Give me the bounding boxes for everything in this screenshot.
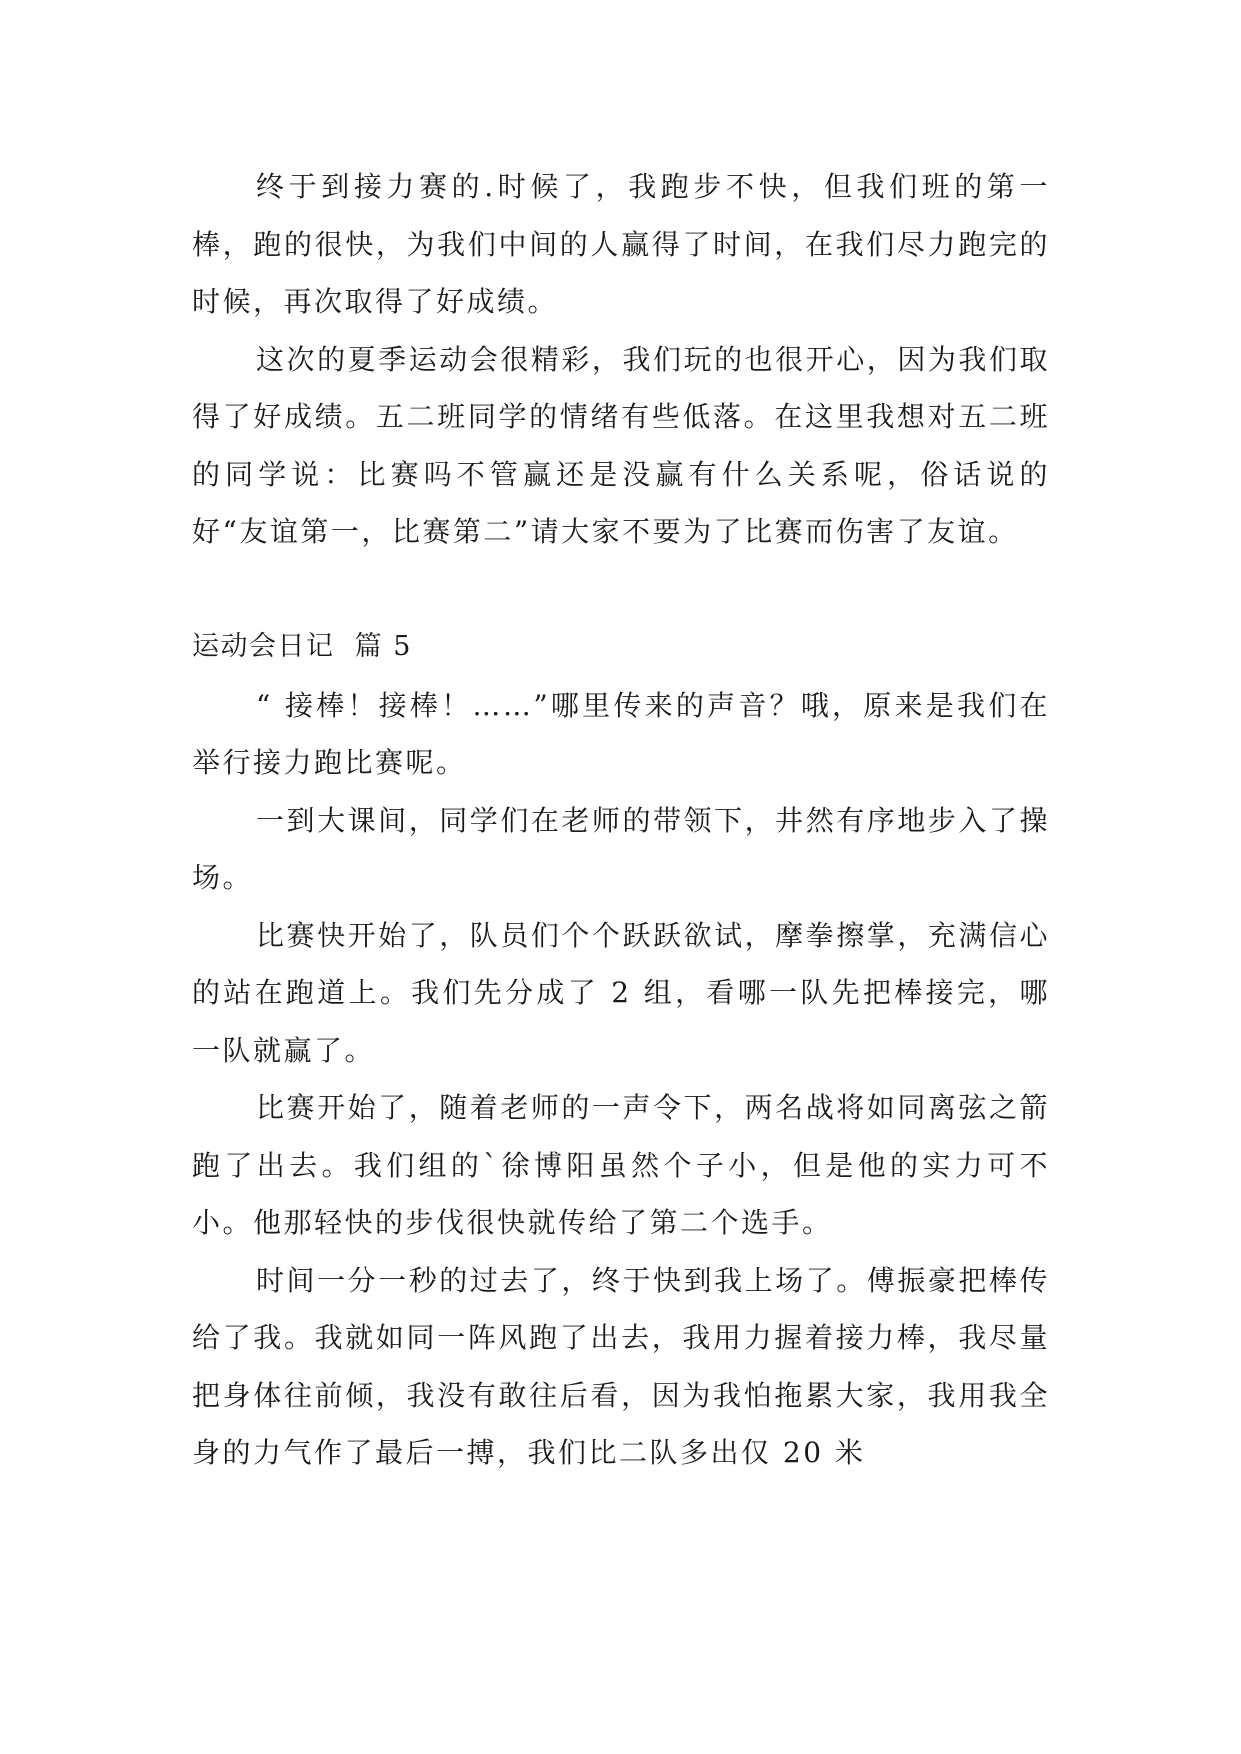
document-body: [192, 158, 1050, 1482]
paragraph-summer-sports-meet: 这次的夏季运动会很精彩，我们玩的也很开心，因为我们取得了好成绩。五二班同学的情绪有些低落。在这里我想对五二班的同学说：比赛吗不管赢还是没赢有什么关系呢，俗话说的好“友谊第一，比赛第二”请大家不要为了比赛而伤害了友谊。: [192, 342, 1050, 548]
paragraph-big-break: 一到大课间，同学们在老师的带领下，井然有序地步入了操场。: [192, 803, 1050, 894]
paragraph-my-turn: 时间一分一秒的过去了，终于快到我上场了。傅振豪把棒传给了我。我就如同一阵风跑了出去，我用力握着接力棒，我尽量把身体往前倾，我没有敢往后看，因为我怕拖累大家，我用我全身的力气作了最后一搏，我们比二队多出仅 20 米: [192, 1263, 1050, 1469]
paragraph-pass-baton: “ 接棒！接棒！……”哪里传来的声音？哦，原来是我们在举行接力跑比赛呢。: [192, 688, 1050, 779]
paragraph-race-about-to-start: 比赛快开始了，队员们个个跃跃欲试，摩拳擦掌，充满信心的站在跑道上。我们先分成了 2 组，看哪一队先把棒接完，哪一队就赢了。: [192, 918, 1050, 1067]
section-title: 运动会日记: [192, 630, 335, 662]
paragraph-relay-race: 终于到接力赛的.时候了，我跑步不快，但我们班的第一棒，跑的很快，为我们中间的人赢得了时间，在我们尽力跑完的时候，再次取得了好成绩。: [192, 170, 1050, 318]
paragraph-race-started: 比赛开始了，随着老师的一声令下，两名战将如同离弦之箭跑了出去。我们组的`徐博阳虽然个子小，但是他的实力可不小。他那轻快的步伐很快就传给了第二个选手。: [192, 1091, 1050, 1239]
section-heading: [192, 617, 1050, 677]
section-number: 篇 5: [354, 630, 412, 662]
